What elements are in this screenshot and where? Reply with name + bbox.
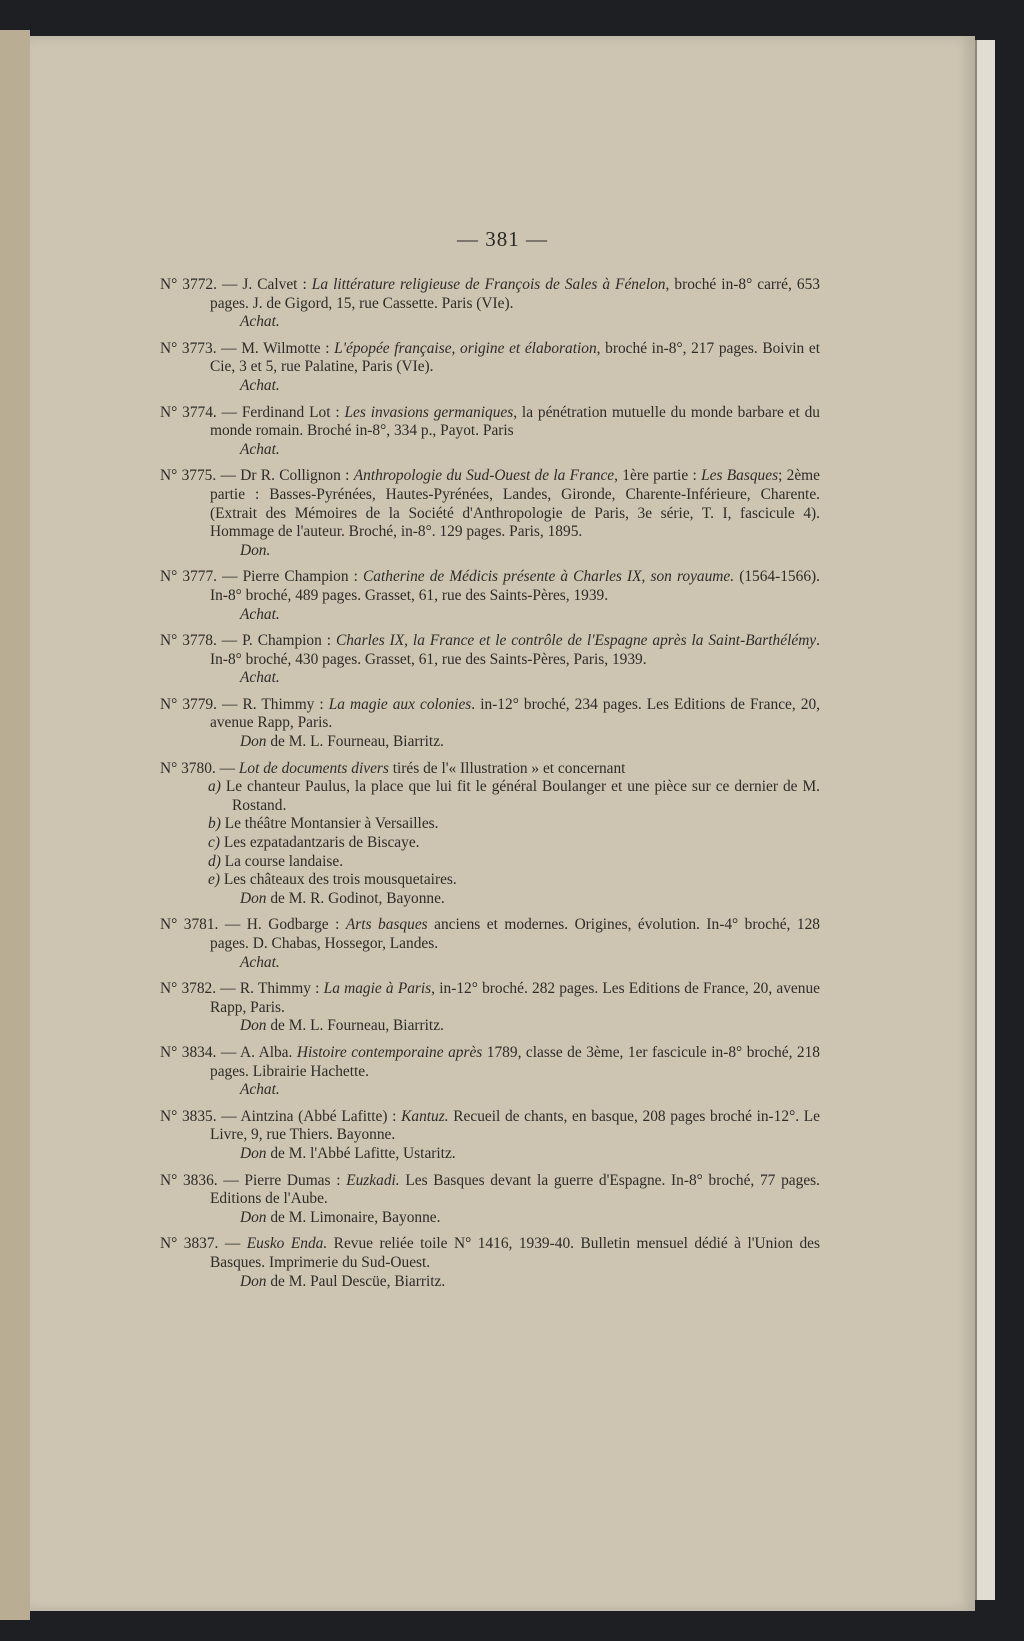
text: anciens et modernes. Origines, évolution. In-4° broché, 128 pages. D. Chabas, Hossegor, Landes. bbox=[210, 916, 820, 952]
text: Les châteaux des trois mousquetaires. bbox=[223, 871, 457, 889]
facing-page-edge bbox=[0, 30, 30, 1620]
italic-text: Don bbox=[240, 1208, 267, 1226]
entry-acquisition bbox=[160, 954, 820, 973]
italic-text: La magie aux colonies bbox=[328, 695, 472, 713]
text: de M. L. Fourneau, Biarritz. bbox=[266, 1017, 444, 1035]
italic-text: Catherine de Médicis présente à Charles IX, son royaume. bbox=[363, 568, 735, 586]
text: N° 3836. — Pierre Dumas : bbox=[160, 1171, 347, 1189]
catalog-entry bbox=[160, 696, 820, 752]
entry-acquisition bbox=[160, 606, 820, 625]
entry-description bbox=[160, 1235, 820, 1272]
entry-description bbox=[160, 1108, 820, 1145]
entry-acquisition bbox=[160, 1209, 820, 1228]
text: , la pénétration mutuelle du monde barbare et du monde romain. Broché in-8°, 334 p., Payot. Paris bbox=[210, 403, 820, 440]
entry-description bbox=[160, 340, 820, 377]
text: de M. R. Godinot, Bayonne. bbox=[266, 889, 445, 907]
text: N° 3777. — Pierre Champion : bbox=[160, 568, 364, 586]
text: N° 3780. — bbox=[160, 759, 239, 777]
entry-acquisition bbox=[160, 1017, 820, 1036]
entry-description bbox=[160, 1172, 820, 1209]
italic-text: L'épopée française, origine et élaboration bbox=[334, 339, 597, 357]
text: La course landaise. bbox=[224, 852, 344, 870]
catalog-entry bbox=[160, 1108, 820, 1164]
entry-description bbox=[160, 980, 820, 1017]
text: N° 3781. — H. Godbarge : bbox=[160, 916, 346, 934]
text: , broché in-8° carré, 653 pages. J. de Gigord, 15, rue Cassette. Paris (VIe). bbox=[210, 276, 820, 312]
italic-text: Anthropologie du Sud-Ouest de la France bbox=[353, 467, 615, 485]
entry-acquisition bbox=[160, 890, 820, 909]
entry-acquisition bbox=[160, 669, 820, 688]
catalog-entries bbox=[160, 276, 820, 1299]
italic-text: d) bbox=[208, 852, 225, 870]
text: de M. Limonaire, Bayonne. bbox=[266, 1208, 441, 1226]
italic-text: Don bbox=[240, 1272, 267, 1290]
catalog-entry bbox=[160, 916, 820, 972]
entry-description bbox=[160, 632, 820, 669]
text: , in-12° broché. 282 pages. Les Editions de France, 20, avenue Rapp, Paris. bbox=[210, 980, 820, 1016]
italic-text: Don bbox=[240, 889, 267, 907]
italic-text: Kantuz. bbox=[401, 1107, 449, 1125]
italic-text: c) bbox=[208, 834, 224, 852]
italic-text: Don. bbox=[240, 541, 271, 559]
entry-description bbox=[160, 916, 820, 953]
text: Le théâtre Montansier à Versailles. bbox=[224, 815, 439, 833]
italic-text: Charles IX, la France et le contrôle de l'Espagne après la Saint-Barthélémy bbox=[335, 632, 817, 650]
text: N° 3837. — bbox=[160, 1235, 247, 1253]
italic-text: Achat. bbox=[240, 1081, 280, 1099]
text: . in-12° broché, 234 pages. Les Editions de France, 20, avenue Rapp, Paris. bbox=[210, 695, 820, 732]
entry-acquisition bbox=[160, 733, 820, 752]
text: . In-8° broché, 430 pages. Grasset, 61, rue des Saints-Pères, Paris, 1939. bbox=[210, 632, 820, 668]
catalog-entry bbox=[160, 1235, 820, 1291]
entry-acquisition bbox=[160, 441, 820, 460]
entry-description bbox=[160, 404, 820, 441]
catalog-entry bbox=[160, 632, 820, 688]
italic-text: e) bbox=[208, 871, 224, 889]
entry-description bbox=[160, 1044, 820, 1081]
entry-description bbox=[160, 568, 820, 605]
italic-text: Les Basques bbox=[701, 467, 779, 485]
italic-text: Achat. bbox=[240, 440, 280, 458]
entry-acquisition bbox=[160, 313, 820, 332]
entry-acquisition bbox=[160, 1081, 820, 1100]
text: N° 3834. — A. Alba. bbox=[160, 1043, 297, 1061]
entry-description bbox=[160, 760, 820, 779]
entry-acquisition bbox=[160, 1145, 820, 1164]
entry-subitem bbox=[160, 871, 820, 890]
text: N° 3774. — Ferdinand Lot : bbox=[160, 403, 345, 421]
italic-text: a) bbox=[208, 778, 226, 796]
text: Recueil de chants, en basque, 208 pages broché in-12°. Le Livre, 9, rue Thiers. Bayonne. bbox=[210, 1107, 820, 1144]
entry-subitem bbox=[160, 853, 820, 872]
italic-text: Les invasions germaniques bbox=[344, 403, 514, 421]
text: 1789, classe de 3ème, 1er fascicule in-8° broché, 218 pages. Librairie Hachette. bbox=[210, 1043, 821, 1080]
italic-text: Achat. bbox=[240, 605, 280, 623]
text: N° 3778. — P. Champion : bbox=[160, 632, 336, 650]
catalog-entry bbox=[160, 467, 820, 560]
italic-text: Eusko Enda. bbox=[246, 1235, 328, 1253]
italic-text: Histoire contemporaine après bbox=[296, 1043, 483, 1061]
text: N° 3835. — Aintzina (Abbé Lafitte) : bbox=[160, 1107, 402, 1125]
text: N° 3773. — M. Wilmotte : bbox=[160, 339, 335, 357]
text: N° 3782. — R. Thimmy : bbox=[160, 980, 324, 998]
text: de M. L. Fourneau, Biarritz. bbox=[266, 733, 444, 751]
text: N° 3779. — R. Thimmy : bbox=[160, 695, 329, 713]
text: de M. Paul Descüe, Biarritz. bbox=[266, 1272, 446, 1290]
text: Les ezpatadantzaris de Biscaye. bbox=[223, 834, 420, 852]
entry-description bbox=[160, 276, 820, 313]
text: tirés de l'« Illustration » et concernant bbox=[388, 759, 626, 777]
italic-text: Don bbox=[240, 1017, 267, 1035]
text: N° 3775. — Dr R. Collignon : bbox=[160, 467, 354, 485]
italic-text: Don bbox=[240, 733, 267, 751]
italic-text: Lot de documents divers bbox=[238, 759, 389, 777]
italic-text: Don bbox=[240, 1144, 267, 1162]
italic-text: Achat. bbox=[240, 953, 280, 971]
text: (1564-1566). In-8° broché, 489 pages. Grasset, 61, rue des Saints-Pères, 1939. bbox=[210, 568, 820, 604]
catalog-entry bbox=[160, 568, 820, 624]
catalog-entry bbox=[160, 1044, 820, 1100]
catalog-entry bbox=[160, 276, 820, 332]
italic-text: Arts basques bbox=[345, 916, 428, 934]
catalog-entry bbox=[160, 760, 820, 909]
italic-text: b) bbox=[208, 815, 225, 833]
page-stack-edge bbox=[975, 40, 995, 1600]
text: , 1ère partie : bbox=[614, 467, 702, 485]
entry-subitem bbox=[160, 834, 820, 853]
italic-text: La littérature religieuse de François de Sales à Fénelon bbox=[311, 276, 666, 293]
entry-subitem bbox=[160, 778, 820, 815]
italic-text: Achat. bbox=[240, 669, 280, 687]
text: Le chanteur Paulus, la place que lui fit le général Boulanger et une pièce sur ce dernier de M. Rostand. bbox=[225, 778, 820, 814]
italic-text: Euzkadi. bbox=[346, 1171, 400, 1189]
entry-subitem bbox=[160, 815, 820, 834]
catalog-entry bbox=[160, 404, 820, 460]
italic-text: La magie à Paris bbox=[323, 980, 432, 998]
catalog-entry bbox=[160, 980, 820, 1036]
page-number: — 381 — bbox=[457, 227, 548, 251]
entry-acquisition bbox=[160, 542, 820, 561]
catalog-entry bbox=[160, 340, 820, 396]
entry-description bbox=[160, 467, 820, 541]
text: , broché in-8°, 217 pages. Boivin et Cie, 3 et 5, rue Palatine, Paris (VIe). bbox=[210, 339, 820, 376]
entry-acquisition bbox=[160, 377, 820, 396]
catalog-entry bbox=[160, 1172, 820, 1228]
text: Revue reliée toile N° 1416, 1939-40. Bulletin mensuel dédié à l'Union des Basques. Imprimerie du Sud-Ouest. bbox=[210, 1235, 820, 1271]
text: ; 2ème partie : Basses-Pyrénées, Hautes-Pyrénées, Landes, Gironde, Charente-Inférieure, Charente. (Extrait des Mémoires de la Société d'Anthropologie de Paris, 3e série, T. I, fascicule 4). Hommage de l'auteur. Broché, in-8°. 129 pages. Paris, 1895. bbox=[210, 467, 820, 541]
text: de M. l'Abbé Lafitte, Ustaritz. bbox=[266, 1144, 456, 1162]
italic-text: Achat. bbox=[240, 376, 280, 394]
entry-acquisition bbox=[160, 1273, 820, 1292]
text: Les Basques devant la guerre d'Espagne. In-8° broché, 77 pages. Editions de l'Aube. bbox=[210, 1171, 820, 1208]
text: N° 3772. — J. Calvet : bbox=[160, 276, 312, 293]
entry-description bbox=[160, 696, 820, 733]
italic-text: Achat. bbox=[240, 313, 280, 331]
